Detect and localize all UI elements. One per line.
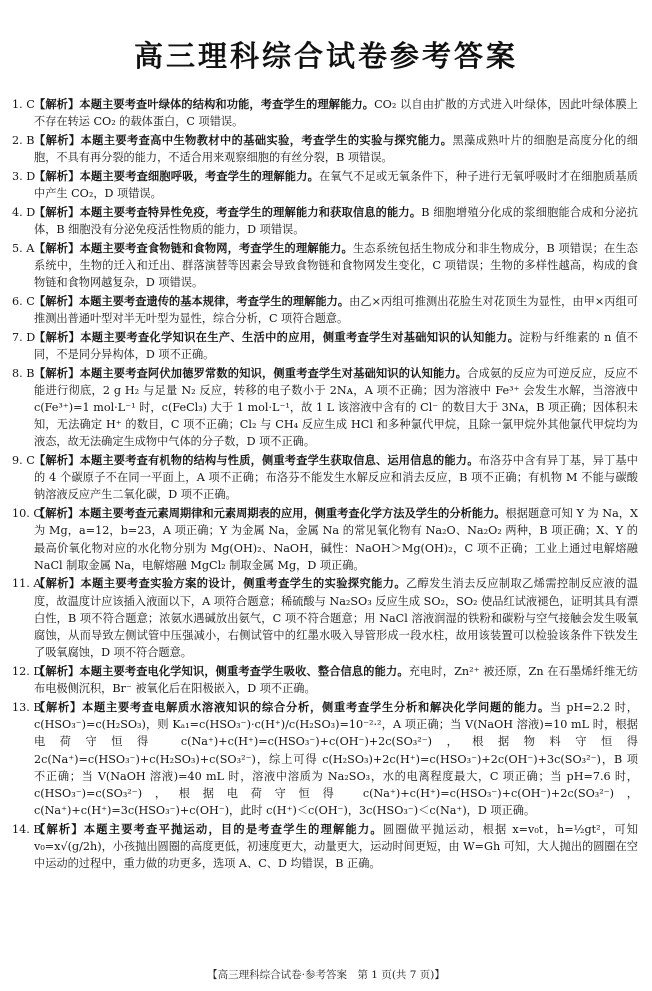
answer-number: 9. C: [12, 454, 35, 468]
analysis-tag: 【解析】: [34, 205, 80, 219]
analysis-lead: 本题主要考查化学知识在生产、生活中的应用，侧重考查学生对基础知识的认知能力。: [80, 330, 520, 344]
page-footer: 【高三理科综合试卷·参考答案 第 1 页(共 7 页)】: [207, 969, 445, 981]
analysis-lead: 本题主要考查叶绿体的结构和功能，考查学生的理解能力。: [79, 98, 375, 111]
answer-item-14: [12, 821, 638, 873]
analysis-tag: 【解析】: [34, 665, 80, 678]
answer-item-8: [12, 365, 638, 451]
analysis-lead: 本题主要考查遗传的基本规律，考查学生的理解能力。: [79, 294, 350, 308]
analysis-tag: 【解析】: [34, 822, 84, 836]
analysis-text: 合成氨的反应为可逆反应，反应不能进行彻底，2 g H₂ 与足量 N₂ 反应，转移的电子数小于 2Nᴀ，A 项不正确；因为溶液中 Fe³⁺ 会发生水解，当溶液中 c(Fe³⁺)=1 mol·L⁻¹ 时，c(FeCl₃) 大于 1 mol·L⁻¹，故 1 L 该溶液中含有的 Cl⁻ 的数目大于 3Nᴀ，B 项正确；因体积未知，无法确定 H⁺ 的数目，C 项不正确；Cl₂ 与 CH₄ 反应生成 HCl 和多种氯代甲烷，且除一氯甲烷外其他氯代甲烷均为液态，故无法确定生成物中气体的分子数，D 项不正确。: [34, 366, 638, 449]
answer-number: 2. B: [12, 133, 35, 147]
answer-item-13: [12, 699, 638, 819]
answer-item-9: [12, 452, 638, 504]
answer-item-4: [12, 204, 638, 238]
answer-item-12: [12, 663, 638, 697]
analysis-tag: 【解析】: [34, 454, 80, 468]
analysis-tag: 【解析】: [34, 169, 80, 183]
analysis-tag: 【解析】: [34, 241, 80, 255]
answer-number: 11. A: [12, 577, 42, 591]
analysis-text: 布洛芬中含有异丁基，异丁基中的 4 个碳原子不在同一平面上，A 项不正确；布洛芬不能发生水解反应和消去反应，B 项不正确；有机物 M 不能与碳酸钠溶液反应产生二氧化碳，D 项不正确。: [34, 454, 638, 502]
answer-number: 3. D: [12, 169, 36, 183]
analysis-tag: 【解析】: [34, 700, 82, 714]
answer-item-2: [12, 132, 638, 166]
analysis-text: 黑藻成熟叶片的细胞是高度分化的细胞，不具有再分裂的能力，不适合用来观察细胞的有丝分裂，B 项错误。: [34, 133, 638, 165]
answer-item-10: [12, 505, 638, 574]
analysis-lead: 本题主要考查阿伏加德罗常数的知识，侧重考查学生对基础知识的认知能力。: [79, 366, 468, 380]
analysis-text: 由乙×丙组可推测出花脸生对花顶生为显性，由甲×丙组可推测出普通叶型对半无叶型为显性，综合分析，C 项符合题意。: [34, 294, 638, 325]
analysis-lead: 本题主要考查特异性免疫，考查学生的理解能力和获取信息的能力。: [79, 205, 422, 219]
answer-item-3: [12, 168, 638, 202]
analysis-tag: 【解析】: [34, 330, 81, 344]
answer-item-1: [12, 96, 638, 130]
answer-number: 12. D: [12, 665, 43, 678]
analysis-lead: 本题主要考查实验方案的设计，侧重考查学生的实验探究能力。: [80, 577, 406, 591]
answer-number: 6. C: [12, 294, 35, 308]
answer-number: 7. D: [12, 330, 36, 344]
analysis-tag: 【解析】: [34, 98, 80, 111]
page-title: 高三理科综合试卷参考答案: [133, 39, 518, 73]
analysis-lead: 本题主要考查食物链和食物网，考查学生的理解能力。: [79, 241, 353, 255]
answer-item-7: [12, 329, 638, 363]
answer-number: 5. A: [12, 241, 35, 255]
answer-number: 4. D: [12, 205, 36, 219]
answer-number: 10. C: [12, 507, 42, 521]
answer-number: 13. B: [12, 700, 42, 714]
analysis-text: 当 pH=2.2 时，c(HSO₃⁻)=c(H₂SO₃)，则 Kₐ₁=c(HSO₃⁻)·c(H⁺)/c(H₂SO₃)=10⁻²·²，A 项正确；当 V(NaOH 溶液)=10 mL 时，根据电荷守恒得 c(Na⁺)+c(H⁺)=c(HSO₃⁻)+c(OH⁻)+2c(SO₃²⁻)，根据物料守恒得 2c(Na⁺)=c(HSO₃⁻)+c(H₂SO₃)+c(SO₃²⁻)，综上可得 c(H₂SO₃)+2c(H⁺)=c(HSO₃⁻)+2c(OH⁻)+3c(SO₃²⁻)，B 项不正确；当 V(NaOH 溶液)=40 mL 时，溶液中溶质为 Na₂SO₃，水的电离程度最大，C 项正确；当 pH=7.6 时，c(HSO₃⁻)=c(SO₃²⁻)，根据电荷守恒得 c(Na⁺)+c(H⁺)=c(HSO₃⁻)+c(OH⁻)+2c(SO₃²⁻)，c(Na⁺)+c(H⁺)=3c(HSO₃⁻)+c(OH⁻)，此时 c(H⁺)＜c(OH⁻)，3c(HSO₃⁻)＜c(Na⁺)，D 项正确。: [34, 700, 638, 818]
analysis-lead: 本题主要考查电化学知识，侧重考查学生吸收、整合信息的能力。: [79, 665, 409, 678]
analysis-text: 淀粉与纤维素的 n 值不同，不是同分异构体，D 项不正确。: [34, 330, 638, 361]
answer-number: 1. C: [12, 98, 35, 111]
analysis-tag: 【解析】: [34, 577, 81, 591]
analysis-text: 根据题意可知 Y 为 Na，X 为 Mg，a=12，b=23，A 项正确；Y 为金属 Na，金属 Na 的常见氧化物有 Na₂O、Na₂O₂ 两种，B 项正确；X、Y 的最高价氧化物对应的水化物分别为 Mg(OH)₂、NaOH，碱性：NaOH＞Mg(OH)₂，C 项不正确；工业上通过电解熔融 NaCl 制取金属 Na，电解熔融 MgCl₂ 制取金属 Mg，D 项正确。: [34, 507, 638, 572]
analysis-tag: 【解析】: [34, 133, 81, 147]
answer-item-11: [12, 575, 638, 661]
answer-item-6: [12, 293, 638, 327]
answer-item-5: [12, 240, 638, 292]
answer-number: 14. B: [12, 822, 42, 836]
analysis-text: 在氧气不足或无氧条件下，种子进行无氧呼吸时才在细胞质基质中产生 CO₂，D 项错误。: [34, 169, 638, 201]
analysis-tag: 【解析】: [34, 507, 79, 521]
analysis-text: 圆圈做平抛运动，根据 x=v₀t，h=½gt²，可知 v₀=x√(g/2h)，小孩抛出圆圈的高度更低，初速度更大，动量更大，运动时间更短，由 W=Gh 可知，大人抛出的圆圈在空中运动的过程中，重力做的功更多，选项 A、C、D 均错误，B 正确。: [34, 822, 638, 871]
analysis-tag: 【解析】: [34, 294, 80, 308]
analysis-lead: 本题主要考查有机物的结构与性质，侧重考查学生获取信息、运用信息的能力。: [79, 454, 479, 468]
analysis-lead: 本题主要考查高中生物教材中的基础实验，考查学生的实验与探究能力。: [80, 133, 453, 147]
analysis-tag: 【解析】: [34, 366, 80, 380]
analysis-text: 充电时，Zn²⁺ 被还原，Zn 在石墨烯纤维无纺布电极侧沉积，Br⁻ 被氧化后在阳极嵌入，D 项不正确。: [34, 665, 638, 696]
analysis-lead: 本题主要考查元素周期律和元素周期表的应用，侧重考查化学方法及学生的分析能力。: [78, 507, 506, 521]
answer-number: 8. B: [12, 366, 35, 380]
analysis-text: B 细胞增殖分化成的浆细胞能合成和分泌抗体，B 细胞没有分泌免疫活性物质的能力，D 项错误。: [34, 205, 638, 236]
analysis-text: CO₂ 以自由扩散的方式进入叶绿体，因此叶绿体膜上不存在转运 CO₂ 的载体蛋白，C 项错误。: [34, 98, 638, 129]
analysis-text: 乙醇发生消去反应制取乙烯需控制反应液的温度，故温度计应该插入液面以下，A 项符合题意；稀硫酸与 Na₂SO₃ 反应生成 SO₂，SO₂ 使品红试液褪色，证明其具有漂白性，B 项不符合题意；浓氨水遇碱放出氨气，C 项不符合题意；用 NaCl 溶液润湿的铁粉和碳粉与空气接触会发生吸氧腐蚀，从而导致左侧试管中压强减小，右侧试管中的红墨水吸入导管形成一段水柱，故用该装置可以检验该条件下铁发生了吸氧腐蚀，D 项不符合题意。: [34, 577, 638, 660]
analysis-lead: 本题主要考查细胞呼吸，考查学生的理解能力。: [79, 169, 319, 183]
analysis-lead: 本题主要考查平抛运动，目的是考查学生的理解能力。: [83, 822, 383, 836]
analysis-text: 生态系统包括生物成分和非生物成分，B 项错误；在生态系统中，生物的迁入和迁出、群落演替等因素会导致食物链和食物网发生变化，C 项错误；生物的多样性越高，构成的食物链和食物网越复杂，D 项错误。: [34, 241, 638, 290]
analysis-lead: 本题主要考查电解质水溶液知识的综合分析，侧重考查学生分析和解决化学问题的能力。: [82, 700, 550, 714]
answer-list: [12, 96, 638, 874]
